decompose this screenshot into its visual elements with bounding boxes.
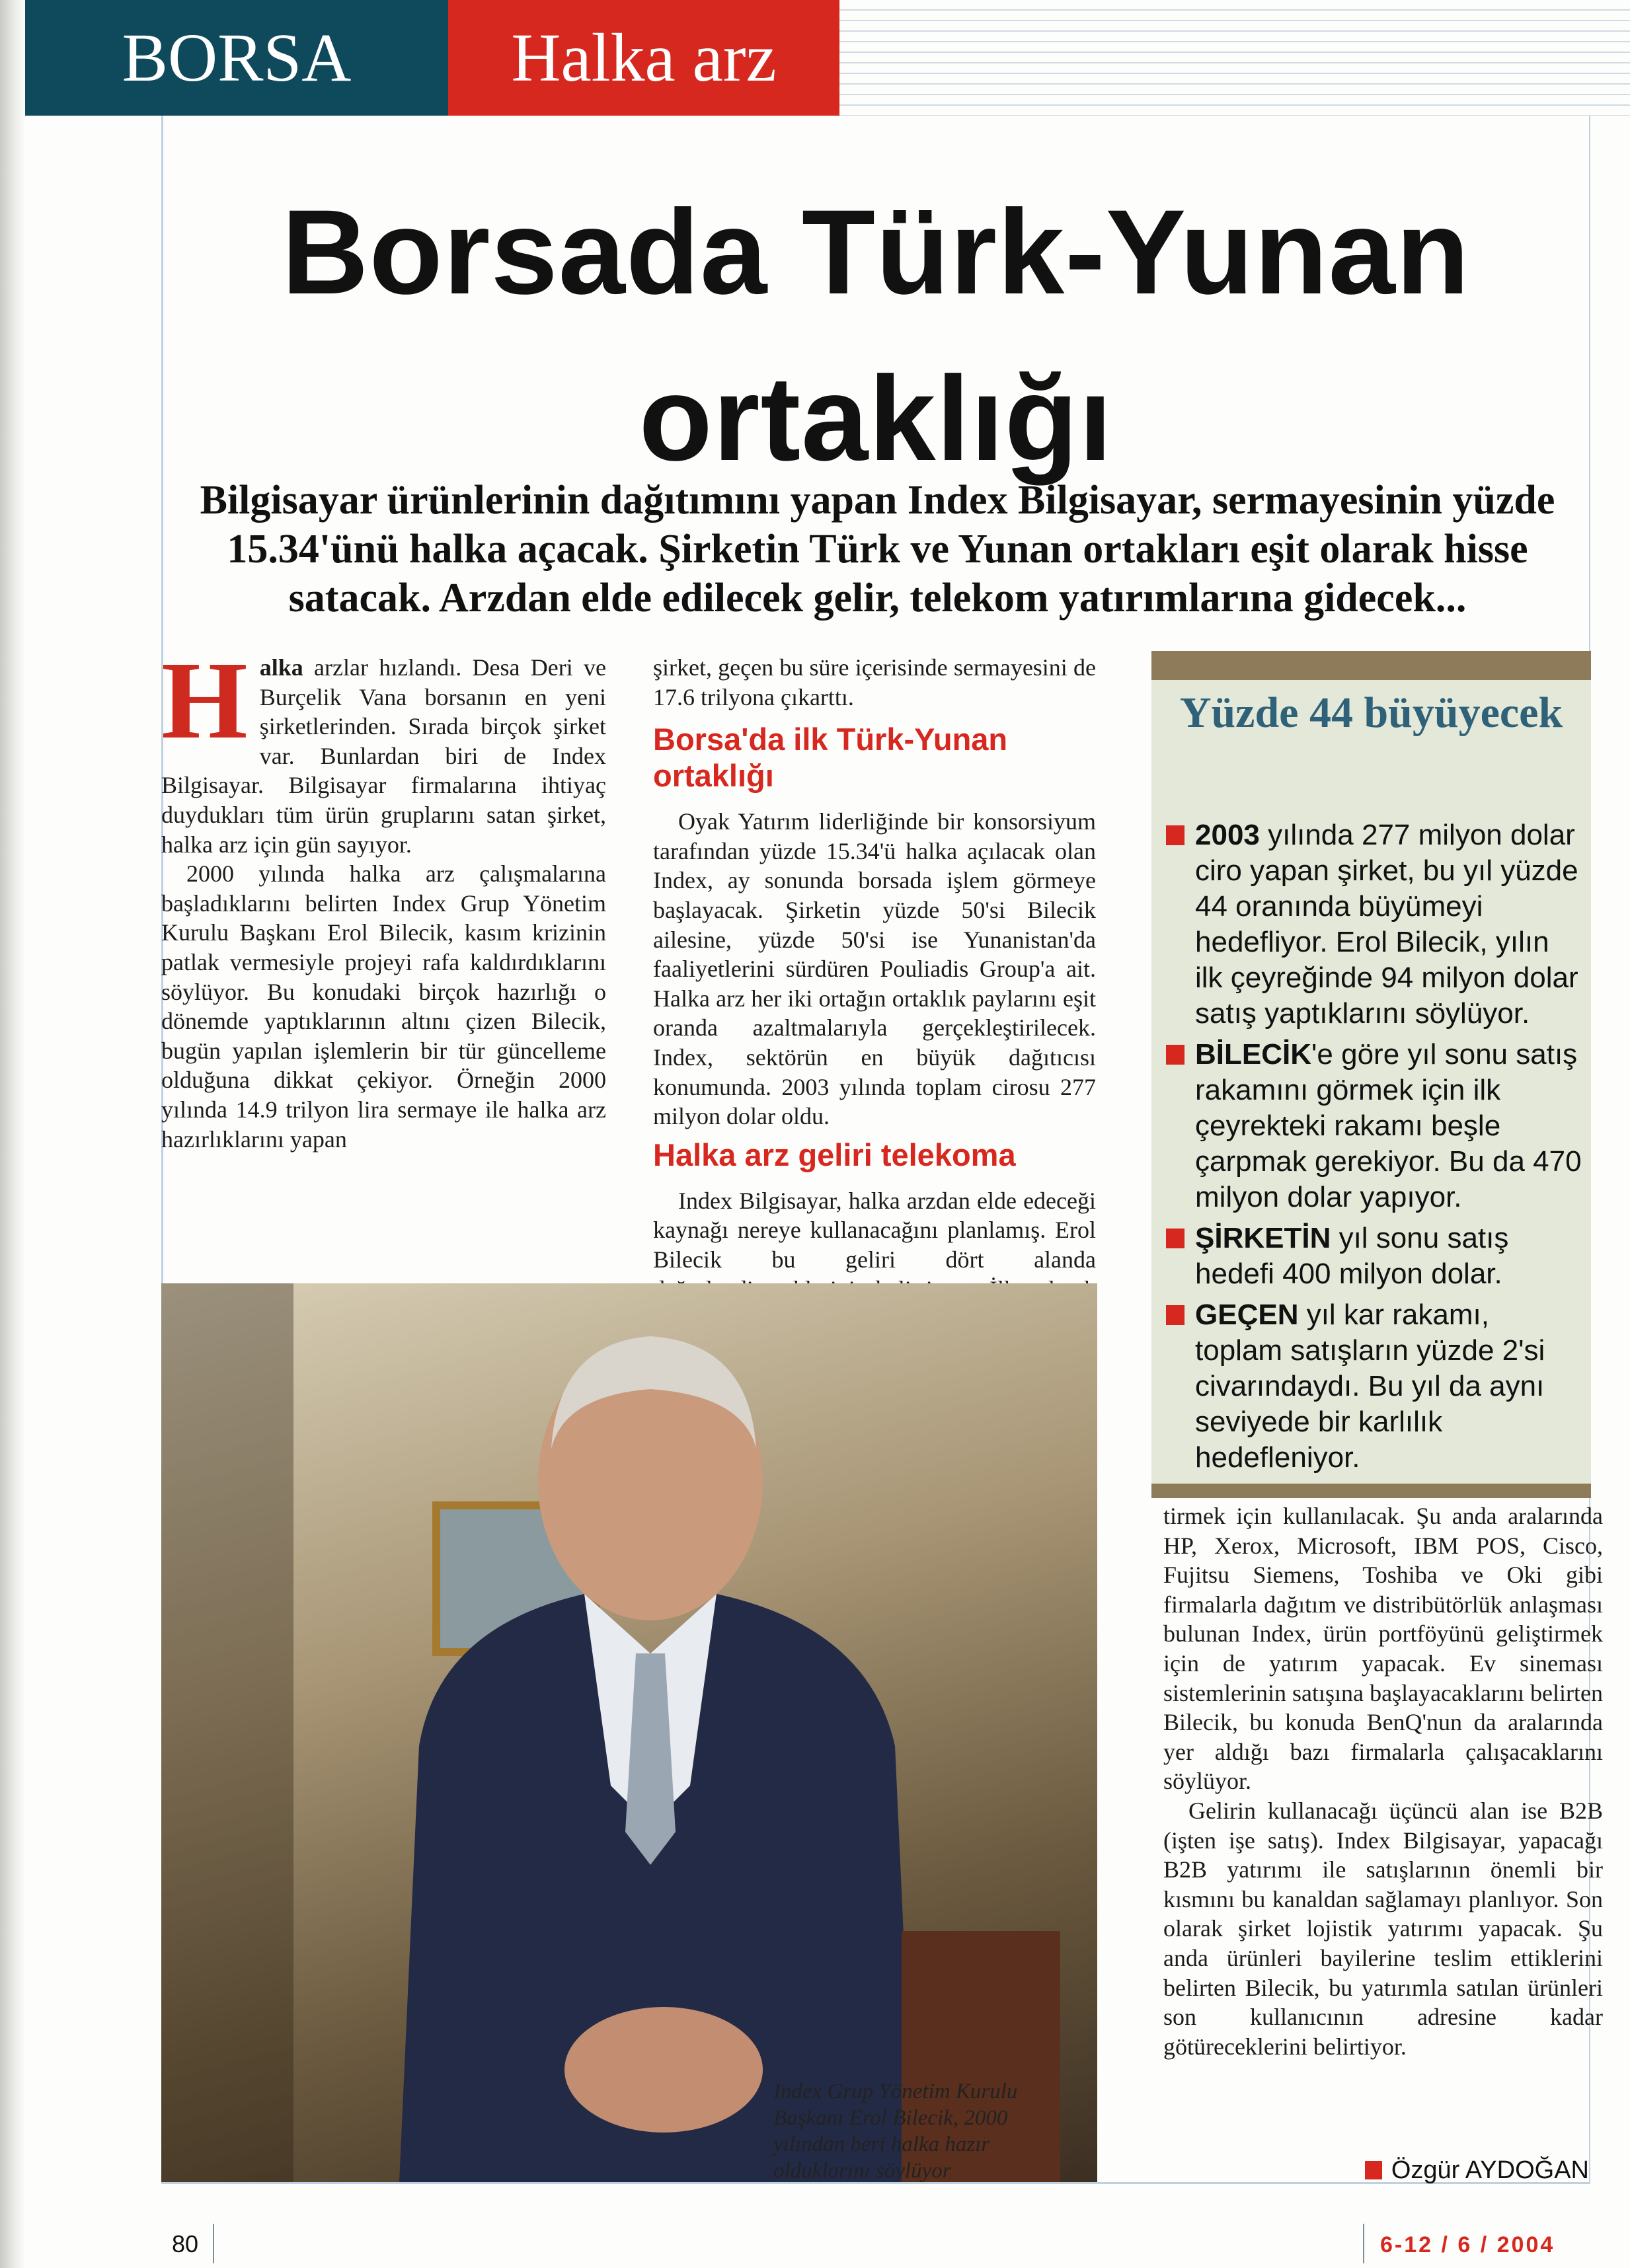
article-column-1 xyxy=(161,639,606,1154)
byline-square-icon xyxy=(1365,2161,1382,2179)
lead-paragraph: Bilgisayar ürünlerinin dağıtımını yapan Index Bilgisayar, sermayesinin yüzde 15.34'ünü halka açacak. Şirketin Türk ve Yunan ortakları eşit olarak hisse satacak. Arzdan elde edilecek gelir, telekom yatırımlarına gidecek... xyxy=(200,478,1555,621)
article-paragraph: tirmek için kullanılacak. Şu anda aralarında HP, Xerox, Microsoft, IBM POS, Cisco, Fujitsu Siemens, Toshiba ve Oki gibi firmalarla dağıtım ve distribütörlük anlaşması bulunan Index, ürün portföyünü geliştirmek için de yatırım yapacak. Ev sineması sistemlerinin satışına başlayacaklarını belirten Bilecik, bu konuda BenQ'nun da aralarında yer aldığı bazı firmalarla çalışacaklarını söylüyor. xyxy=(1163,1503,1603,1795)
header-lines xyxy=(839,0,1630,116)
article-paragraph: Index Bilgisayar, halka arzdan elde edeceği kaynağı nereye kullanacağını planlamış. Erol Bilecik bu geliri dört alanda xyxy=(653,1187,1096,1273)
drop-cap: H xyxy=(161,639,248,762)
sidebar-item-lead: BİLECİK xyxy=(1195,1038,1311,1071)
subheading: Halka arz geliri telekoma xyxy=(653,1137,1016,1172)
article-paragraph: şirket, geçen bu süre içerisinde sermayesini de 17.6 trilyona çıkarttı. xyxy=(653,654,1096,710)
sidebar-top-bar xyxy=(1151,651,1591,680)
byline xyxy=(1365,2156,1589,2185)
bullet-square-icon xyxy=(1166,1228,1184,1248)
sidebar-item-lead: ŞİRKETİN xyxy=(1195,1222,1331,1254)
sidebar-title: Yüzde 44 büyüyecek xyxy=(1179,689,1563,737)
sidebar-box xyxy=(1151,651,1591,1498)
sidebar-item-text: yılında 277 milyon dolar ciro yapan şirket, bu yıl yüzde 44 oranında büyümeyi hedefliyor. Erol Bilecik, yılın ilk çeyreğinde 94 milyon dolar satış yaptıklarını söylüyor. xyxy=(1195,819,1578,1030)
headline: Borsada Türk-Yunan ortaklığı xyxy=(282,184,1470,486)
sidebar-item xyxy=(1166,1297,1582,1476)
photo-caption: Index Grup Yönetim Kurulu Başkanı Erol Bilecik, 2000 yılından beri halka hazır olduklarını söylüyor xyxy=(773,2080,1018,2183)
sidebar-item xyxy=(1166,1221,1582,1292)
sidebar-item-lead: GEÇEN xyxy=(1195,1299,1299,1331)
article-column-3 xyxy=(1163,1501,1603,2061)
sidebar-item-text: yıl kar rakamı, toplam satışların yüzde 2'si civarındaydı. Bu yıl da aynı seviyede bir karlılık hedefleniyor. xyxy=(1195,1299,1545,1474)
date-divider xyxy=(1363,2224,1364,2263)
page-number: 80 xyxy=(172,2230,199,2257)
issue-date: 6-12 / 6 / 2004 xyxy=(1380,2232,1555,2257)
bullet-square-icon xyxy=(1166,1305,1184,1325)
folio-divider xyxy=(213,2224,214,2263)
article-paragraph: Gelirin kullanacağı üçüncü alan ise B2B (işten işe satış). Index Bilgisayar, yapacağı B2B yatırımı ile satışlarının önemli bir kısmını bu kanaldan sağlamayı planlıyor. Son olarak şirket lojistik yatırımı yapacak. Şu anda ürünleri bayilerine teslim ettiklerini belirten Bilecik, bu yatırımla satılan ürünleri son kullanıcının adresine kadar götüreceklerini belirtiyor. xyxy=(1163,1797,1603,2060)
sidebar-item xyxy=(1166,1037,1582,1215)
opening-word: alka xyxy=(259,654,303,681)
subheading: Borsa'da ilk Türk-Yunan ortaklığı xyxy=(653,722,1008,794)
sidebar-item-text: 'e göre yıl sonu satış rakamını görmek için ilk çeyrekteki rakamı beşle çarpmak gerekiyor. Bu da 470 milyon dolar yapıyor. xyxy=(1195,1038,1582,1213)
bullet-square-icon xyxy=(1166,1045,1184,1065)
sidebar-list xyxy=(1166,817,1582,1481)
article-paragraph: 2000 yılında halka arz çalışmalarına başladıklarını belirten Index Grup Yönetim Kurulu Başkanı Erol Bilecik, kasım krizinin patlak vermesiyle projeyi rafa kaldırdıklarını söylüyor. Bu konudaki birçok hazırlığı o dönemde yaptıklarının altını çizen Bilecik, bugün yapılan işlemlerin bir tür güncelleme olduğuna dikkat çekiyor. Örneğin 2000 yılında 14.9 trilyon lira sermaye ile halka arz hazırlıklarını yapan xyxy=(161,860,606,1153)
sidebar-item-lead: 2003 xyxy=(1195,819,1260,851)
page-spine xyxy=(0,0,25,2268)
sidebar-item xyxy=(1166,817,1582,1032)
article-paragraph: Oyak Yatırım liderliğinde bir konsorsiyum tarafından yüzde 15.34'ü halka açılacak olan Index, ay sonunda borsada işlem görmeye başlayacak. Şirketin yüzde 50'si Bilecik ailesine, yüzde 50'si ise Yunanistan'da faaliyetlerini sürdüren Pouliadis Group'a ait. Halka arz her iki ortağın ortaklık paylarını eşit oranda azaltmalarıyla gerçekleştirilecek. Index, sektörün en büyük dağıtıcısı konumunda. 2003 yılında toplam cirosu 277 milyon dolar oldu. xyxy=(653,808,1096,1130)
section-label: BORSA xyxy=(25,0,448,116)
portrait-photo xyxy=(161,1283,1097,2182)
bullet-square-icon xyxy=(1166,825,1184,845)
sidebar-bottom-bar xyxy=(1151,1484,1591,1498)
subsection-label: Halka arz xyxy=(448,0,839,116)
sidebar-item-text: yıl sonu satış hedefi 400 milyon dolar. xyxy=(1195,1222,1509,1290)
article-text: arzlar hızlandı. Desa Deri ve Burçelik Vana borsanın en yeni şirketlerinden. Sırada birçok şirket var. Bunlardan biri de Index Bilgisayar. Bilgisayar firmalarına ihtiyaç duydukları tüm ürün gruplarını satan şirket, halka arz için gün sayıyor. xyxy=(161,654,606,858)
author-name: Özgür AYDOĞAN xyxy=(1391,2156,1589,2184)
